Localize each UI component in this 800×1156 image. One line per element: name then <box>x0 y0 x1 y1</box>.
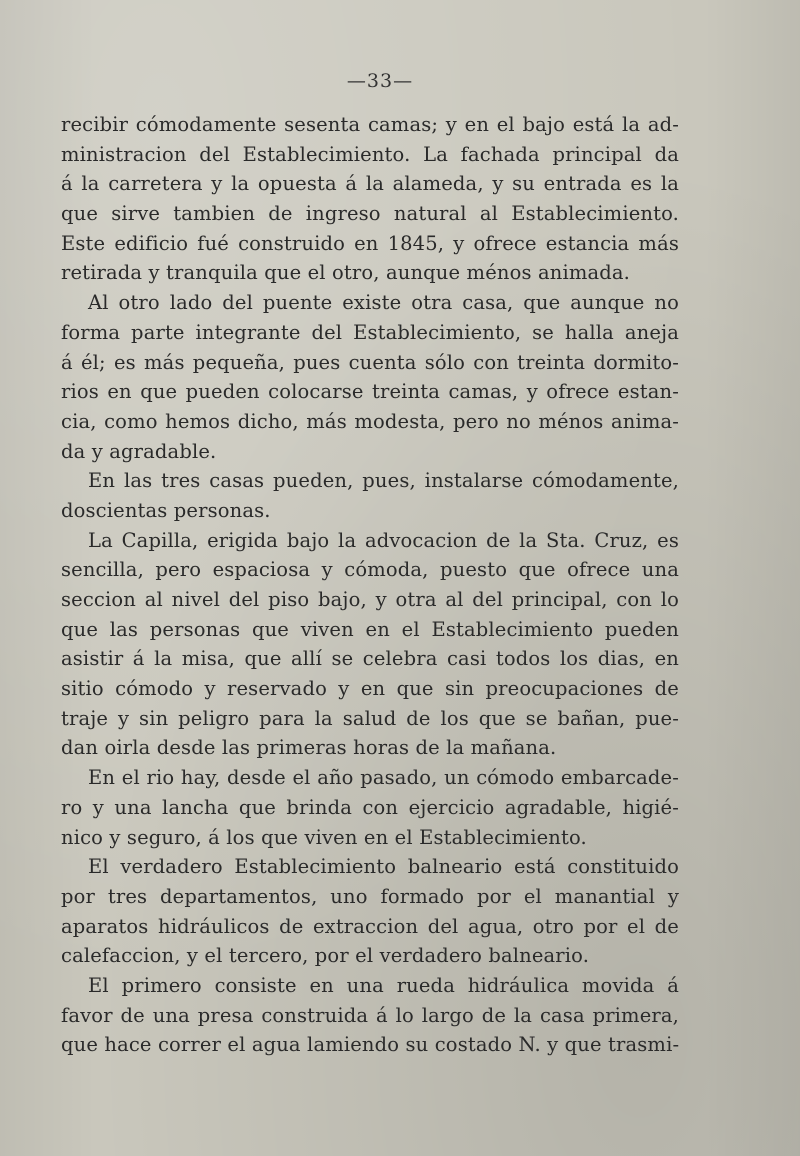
text-line: que hace correr el agua lamiendo su costado N. y que trasmi- <box>61 1033 680 1057</box>
text-line: Este edificio fué construido en 1845, y ofrece estancia más <box>61 231 679 255</box>
text-line: El primero consiste en una rueda hidráulica movida á <box>88 973 679 997</box>
page-number: —33— <box>346 70 414 92</box>
text-line: El verdadero Establecimiento balneario está constituido <box>88 855 679 879</box>
text-line: sitio cómodo y reservado y en que sin preocupaciones de <box>61 677 679 701</box>
text-line: á él; es más pequeña, pues cuenta sólo con treinta dormito- <box>61 350 679 374</box>
text-line: cia, como hemos dicho, más modesta, pero no ménos anima- <box>61 409 679 433</box>
text-line: En las tres casas pueden, pues, instalarse cómodamente, <box>88 469 679 493</box>
text-line: La Capilla, erigida bajo la advocacion de la Sta. Cruz, es <box>88 528 679 552</box>
text-line: asistir á la misa, que allí se celebra casi todos los dias, en <box>61 647 679 671</box>
text-line: que las personas que viven en el Establecimiento pueden <box>61 617 679 641</box>
text-line: favor de una presa construida á lo largo de la casa primera, <box>61 1003 679 1027</box>
text-line: recibir cómodamente sesenta camas; y en el bajo está la ad- <box>61 113 679 136</box>
text-line: ro y una lancha que brinda con ejercicio agradable, higié- <box>61 795 679 819</box>
text-line: que sirve tambien de ingreso natural al Establecimiento. <box>61 202 679 226</box>
text-line: Al otro lado del puente existe otra casa, que aunque no <box>88 291 679 315</box>
body-text <box>61 110 679 1060</box>
text-line: sencilla, pero espaciosa y cómoda, puesto que ofrece una <box>61 558 679 582</box>
text-line: da y agradable. <box>61 439 217 463</box>
text-line: forma parte integrante del Establecimiento, se halla aneja <box>61 320 679 344</box>
text-line: dan oirla desde las primeras horas de la mañana. <box>61 736 557 760</box>
text-line: á la carretera y la opuesta á la alameda, y su entrada es la <box>61 172 679 196</box>
text-line: por tres departamentos, uno formado por el manantial y <box>61 884 679 908</box>
text-line: ministracion del Establecimiento. La fachada principal da <box>61 142 679 166</box>
text-line: doscientas personas. <box>61 498 271 522</box>
text-line: traje y sin peligro para la salud de los que se bañan, pue- <box>61 706 679 730</box>
text-line: aparatos hidráulicos de extraccion del agua, otro por el de <box>61 914 679 938</box>
text-line: seccion al nivel del piso bajo, y otra al del principal, con lo <box>61 588 679 611</box>
text-line: nico y seguro, á los que viven en el Establecimiento. <box>61 825 587 849</box>
text-line: retirada y tranquila que el otro, aunque ménos animada. <box>61 261 631 285</box>
text-line: calefaccion, y el tercero, por el verdadero balneario. <box>61 944 590 968</box>
text-line: En el rio hay, desde el año pasado, un cómodo embarcade- <box>88 766 679 790</box>
text-line: rios en que pueden colocarse treinta camas, y ofrece estan- <box>61 380 679 404</box>
